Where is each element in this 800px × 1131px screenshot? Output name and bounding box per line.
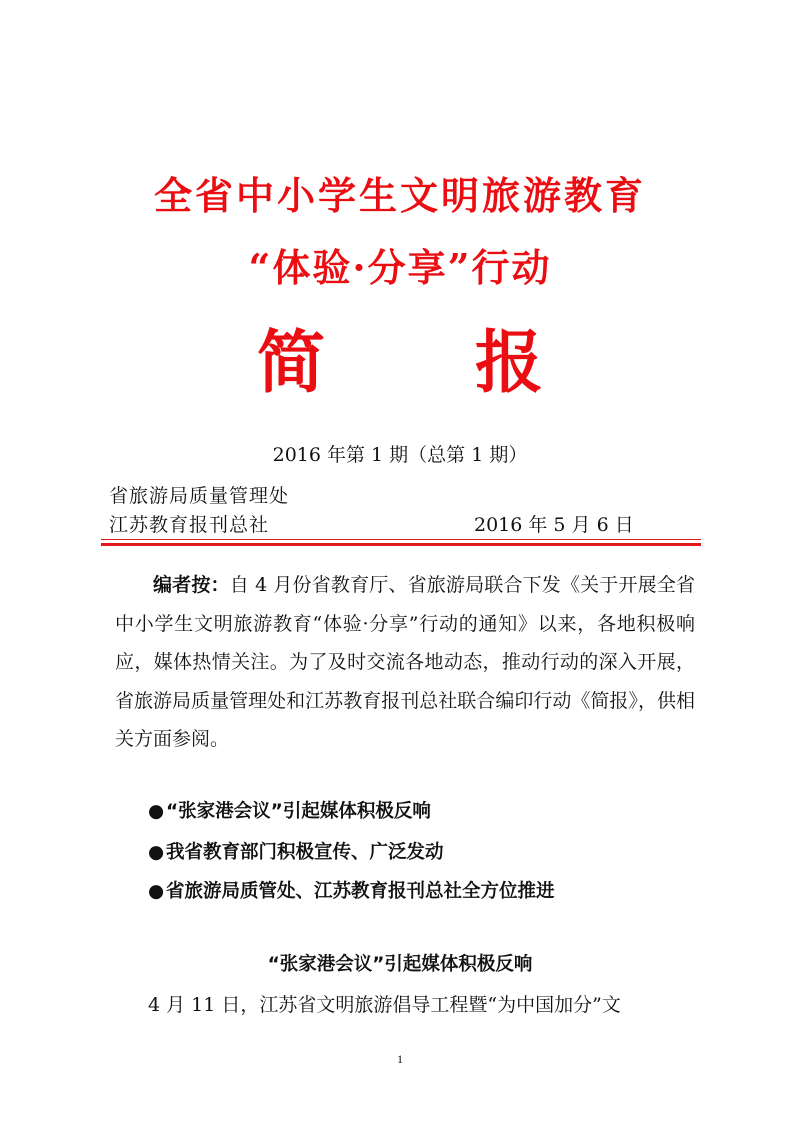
header-rule-thin (101, 539, 701, 540)
toc-item-text: 我省教育部门积极宣传、广泛发动 (166, 842, 444, 863)
toc-item-text: 省旅游局质管处、江苏教育报刊总社全方位推进 (166, 881, 555, 902)
header-rule-thick (101, 543, 701, 546)
issue-number: 2016 年第 1 期（总第 1 期） (272, 444, 528, 466)
bullet-icon: ● (148, 842, 165, 863)
toc-item (148, 877, 708, 907)
toc-item-text: “张家港会议”引起媒体积极反响 (166, 801, 431, 822)
issue-date: 2016 年 5 月 6 日 (474, 514, 634, 536)
section-body-first-line: 4 月 11 日，江苏省文明旅游倡导工程暨“为中国加分”文 (148, 994, 621, 1016)
issuer-org-1: 省旅游局质量管理处 (109, 485, 290, 507)
bullet-icon: ● (148, 801, 165, 822)
editor-note (115, 566, 695, 759)
title-line-2: “体验·分享”行动 (248, 245, 552, 290)
editor-note-text: 自 4 月份省教育厅、省旅游局联合下发《关于开展全省中小学生文明旅游教育“体验·分享”行动的通知》以来，各地积极响应，媒体热情关注。为了及时交流各地动态，推动行动的深入开展，省旅游局质量管理处和江苏教育报刊总社联合编印行动《简报》，供相关方面参阅。 (115, 574, 695, 750)
bulletin-title (0, 318, 800, 408)
issuer-org-2: 江苏教育报刊总社 (109, 514, 270, 536)
title-line-1: 全省中小学生文明旅游教育 (153, 173, 646, 218)
bulletin-title-char-2: 报 (475, 323, 544, 403)
editor-note-lead: 编者按： (153, 574, 230, 596)
bulletin-title-char-1: 简 (256, 323, 325, 403)
toc-item (148, 838, 708, 868)
bullet-icon: ● (148, 881, 165, 902)
toc-item (148, 797, 708, 827)
section-heading: “张家港会议”引起媒体积极反响 (267, 954, 533, 975)
page-number: 1 (397, 1052, 403, 1066)
